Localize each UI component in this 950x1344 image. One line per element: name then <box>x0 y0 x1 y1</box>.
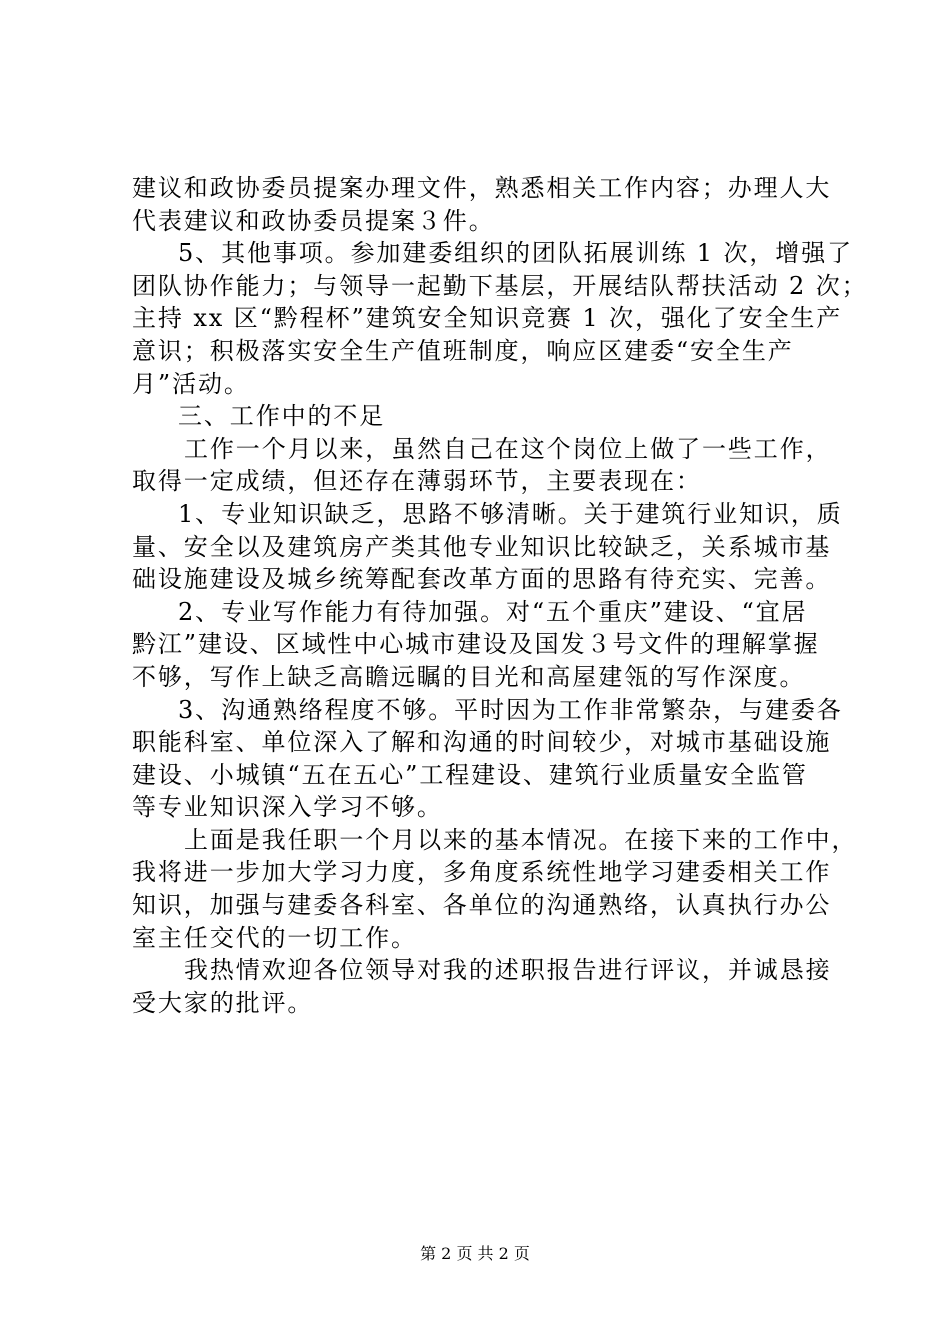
text-line: 5、其他事项。参加建委组织的团队拓展训练 1 次，增强了 <box>178 239 853 268</box>
text-line: 1、专业知识缺乏，思路不够清晰。关于建筑行业知识，质 <box>178 499 843 528</box>
page-footer: 第 2 页 共 2 页 <box>420 1244 530 1263</box>
text-line: 上面是我任职一个月以来的基本情况。在接下来的工作中， <box>184 825 858 854</box>
text-line: 不够，写作上缺乏高瞻远瞩的目光和高屋建瓴的写作深度。 <box>132 662 806 691</box>
text-line: 我将进一步加大学习力度，多角度系统性地学习建委相关工作 <box>132 858 832 887</box>
text-line: 知识，加强与建委各科室、各单位的沟通熟络，认真执行办公 <box>132 891 832 920</box>
text-line: 等专业知识深入学习不够。 <box>132 793 443 822</box>
text-line: 工作一个月以来，虽然自己在这个岗位上做了一些工作， <box>184 434 832 463</box>
text-line: 室主任交代的一切工作。 <box>132 923 417 952</box>
text-line: 主持 xx 区“黔程杯”建筑安全知识竞赛 1 次，强化了安全生产 <box>132 304 843 333</box>
text-line: 月”活动。 <box>132 369 250 398</box>
text-line: 职能科室、单位深入了解和沟通的时间较少，对城市基础设施 <box>132 728 832 757</box>
text-line: 2、专业写作能力有待加强。对“五个重庆”建设、“宜居 <box>178 597 808 626</box>
document-body <box>132 172 868 1019</box>
text-line: 量、安全以及建筑房产类其他专业知识比较缺乏，关系城市基 <box>132 532 832 561</box>
text-line: 建设、小城镇“五在五心”工程建设、建筑行业质量安全监管 <box>132 760 808 789</box>
text-line: 建议和政协委员提案办理文件，熟悉相关工作内容；办理人大 <box>132 174 832 202</box>
text-line: 础设施建设及城乡统筹配套改革方面的思路有待充实、完善。 <box>132 565 832 594</box>
text-line: 三、工作中的不足 <box>178 402 386 431</box>
text-line: 取得一定成绩，但还存在薄弱环节，主要表现在： <box>132 467 702 496</box>
text-line: 团队协作能力；与领导一起勤下基层，开展结队帮扶活动 2 次； <box>132 271 868 300</box>
text-line: 我热情欢迎各位领导对我的述职报告进行评议，并诚恳接 <box>184 956 832 985</box>
text-line: 意识；积极落实安全生产值班制度，响应区建委“安全生产 <box>132 336 794 365</box>
text-line: 黔江”建设、区域性中心城市建设及国发３号文件的理解掌握 <box>132 630 820 659</box>
text-line: 受大家的批评。 <box>132 988 314 1017</box>
text-line: 3、沟通熟络程度不够。平时因为工作非常繁杂，与建委各 <box>178 695 843 724</box>
text-line: 代表建议和政协委员提案３件。 <box>132 206 495 235</box>
